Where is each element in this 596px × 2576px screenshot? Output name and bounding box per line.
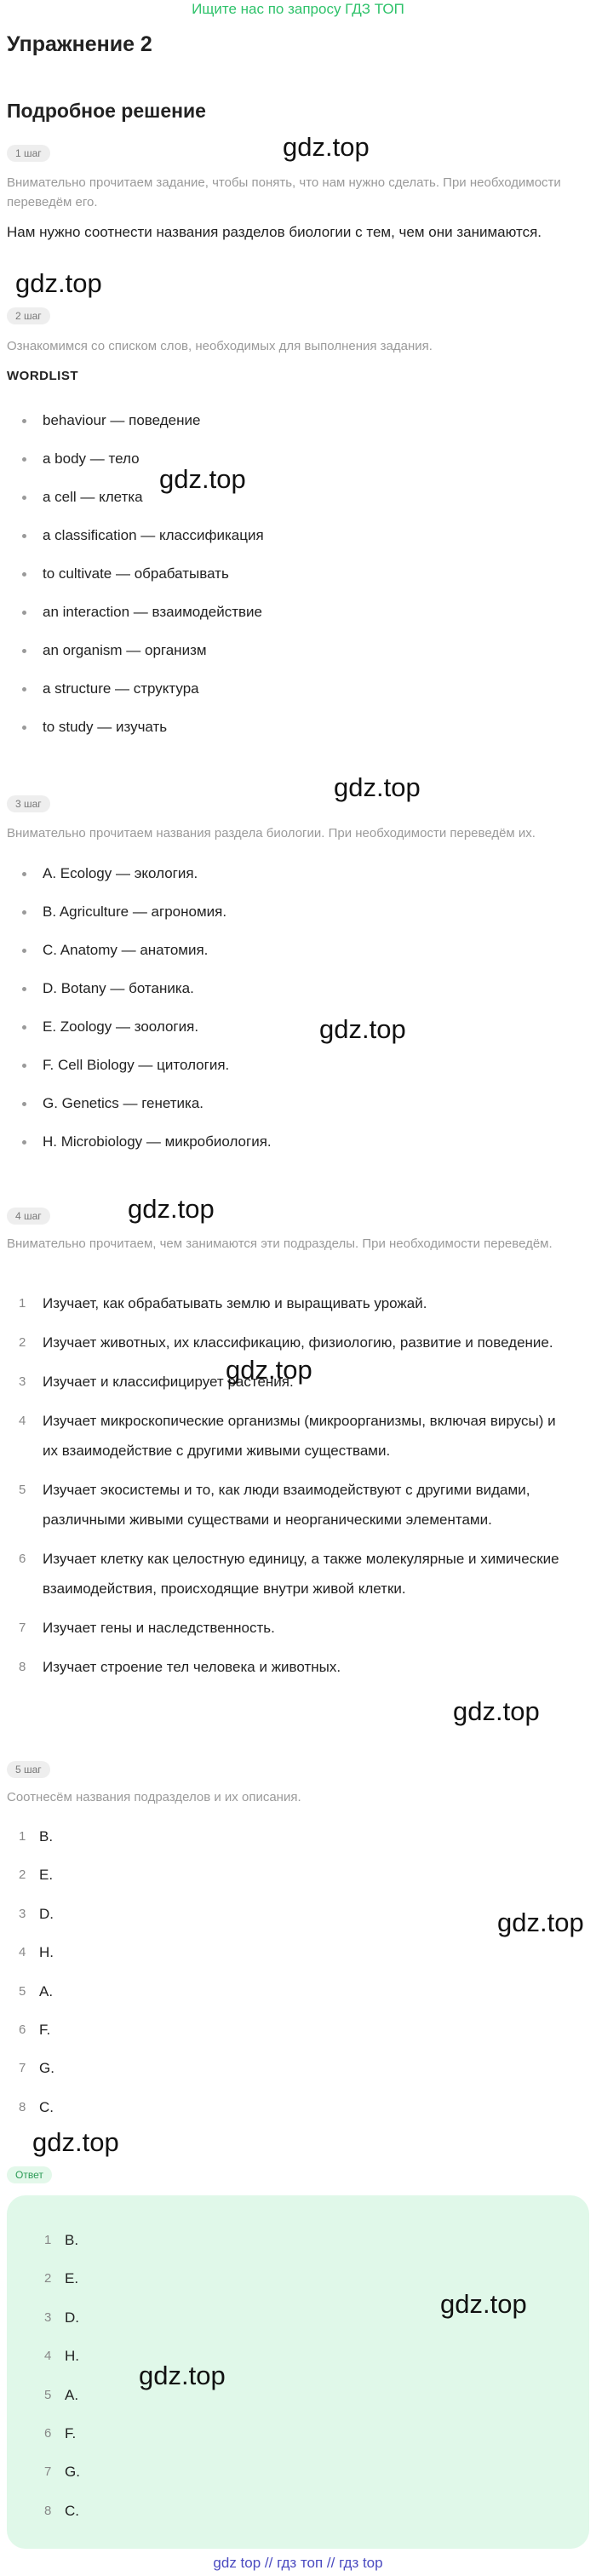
list-item-text: A. Ecology — экология. (43, 865, 198, 881)
list-item (7, 863, 552, 901)
list-item (7, 1475, 560, 1535)
step-badge: 5 шаг (7, 1761, 50, 1778)
bullet-icon (22, 611, 26, 615)
list-item-text: B. (65, 2232, 79, 2248)
item-number: 6 (19, 1552, 26, 1566)
answer-box (7, 2195, 589, 2549)
watermark: gdz.top (128, 1194, 215, 1224)
item-number: 5 (44, 2387, 52, 2402)
item-number: 7 (44, 2464, 52, 2480)
watermark: gdz.top (159, 464, 246, 494)
list-item-text: C. Anatomy — анатомия. (43, 942, 209, 958)
watermark: gdz.top (139, 2361, 226, 2390)
list-item (32, 2229, 80, 2268)
item-number: 1 (19, 1296, 26, 1311)
bullet-icon (22, 687, 26, 691)
list-item-text: Изучает клетку как целостную единицу, а также молекулярные и химические взаимодействия, происходящие внутри живой клетки. (43, 1551, 559, 1597)
list-item (7, 1131, 552, 1169)
list-item-text: behaviour — поведение (43, 412, 201, 428)
list-item-text: an interaction — взаимодействие (43, 604, 263, 620)
bullet-icon (22, 949, 26, 953)
item-number: 4 (44, 2349, 52, 2364)
list-item-text: C. (65, 2502, 79, 2519)
list-item (7, 601, 552, 640)
list-item (7, 1826, 54, 1864)
list-item-text: F. (39, 2021, 51, 2038)
item-number: 2 (19, 1335, 26, 1350)
item-number: 4 (19, 1945, 26, 1960)
item-number: 3 (19, 1906, 26, 1921)
list-item-text: an organism — организм (43, 642, 207, 658)
list-item-text: G. Genetics — генетика. (43, 1095, 204, 1111)
list-item-text: H. (39, 1944, 54, 1961)
bullet-icon (22, 726, 26, 730)
list-item-text: Изучает экосистемы и то, как люди взаимодействуют с другими видами, различными живыми существами и неорганическими элементами. (43, 1482, 530, 1528)
bullet-icon (22, 419, 26, 423)
list-item (7, 2057, 54, 2096)
list-item-text: F. (65, 2424, 77, 2441)
list-item-text: D. (39, 1905, 54, 1922)
list-item-text: G. (65, 2464, 80, 2481)
item-number: 1 (44, 2233, 52, 2247)
step-badge: 2 шаг (7, 307, 50, 324)
matching-list (7, 1826, 54, 2135)
list-item-text: B. (39, 1828, 54, 1845)
item-number: 2 (44, 2271, 52, 2286)
list-item-text: A. (39, 1982, 54, 1999)
step-note: Внимательно прочитаем названия раздела биологии. При необходимости переведём их. (7, 826, 536, 840)
list-item (7, 1981, 54, 2019)
bullet-icon (22, 649, 26, 653)
list-item (7, 448, 552, 486)
list-item (7, 1864, 54, 1902)
list-item-text: A. (65, 2386, 79, 2403)
watermark: gdz.top (15, 268, 102, 298)
bullet-icon (22, 1064, 26, 1068)
item-number: 8 (19, 1660, 26, 1674)
item-number: 8 (19, 2099, 26, 2114)
list-item-text: D. (65, 2309, 79, 2326)
list-item-text: H. Microbiology — микробиология. (43, 1133, 272, 1150)
list-item-text: Изучает строение тел человека и животных. (43, 1659, 341, 1675)
step-text: Нам нужно соотнести названия разделов биологии с тем, чем они занимаются. (7, 224, 542, 240)
bullet-icon (22, 572, 26, 577)
bullet-icon (22, 1025, 26, 1030)
list-item-text: E. (39, 1867, 54, 1884)
bullet-icon (22, 496, 26, 500)
list-item (7, 410, 552, 448)
item-number: 3 (44, 2309, 52, 2325)
list-item (7, 563, 552, 601)
watermark: gdz.top (334, 772, 421, 802)
list-item (7, 1613, 560, 1643)
list-item (7, 1544, 560, 1604)
step-badge: 1 шаг (7, 145, 50, 162)
list-item-text: C. (39, 2098, 54, 2115)
item-number: 3 (19, 1374, 26, 1389)
step-note: Соотнесём названия подразделов и их описания. (7, 1790, 301, 1804)
bullet-icon (22, 1102, 26, 1106)
item-number: 5 (19, 1483, 26, 1497)
list-item (32, 2307, 80, 2345)
step-badge: 3 шаг (7, 795, 50, 812)
step-note: Ознакомимся со списком слов, необходимых для выполнения задания. (7, 339, 433, 353)
list-item (7, 1288, 560, 1318)
item-number: 6 (44, 2425, 52, 2441)
list-item (7, 2019, 54, 2057)
search-banner[interactable]: Ищите нас по запросу ГДЗ ТОП (192, 1, 404, 17)
list-item-text: a body — тело (43, 450, 140, 467)
list-item (7, 486, 552, 525)
item-number: 5 (19, 1983, 26, 1999)
item-number: 8 (44, 2503, 52, 2518)
list-item-text: to cultivate — обрабатывать (43, 565, 229, 582)
list-item (7, 1652, 560, 1682)
footer-links[interactable]: gdz top // гдз топ // гдз top (213, 2555, 383, 2571)
list-item (32, 2268, 80, 2306)
list-item-text: Изучает гены и наследственность. (43, 1620, 275, 1636)
list-item (32, 2500, 80, 2539)
item-number: 7 (19, 1621, 26, 1635)
list-item (7, 1016, 552, 1054)
list-item (7, 1903, 54, 1942)
list-item (7, 1054, 552, 1093)
list-item-text: to study — изучать (43, 719, 168, 735)
watermark: gdz.top (497, 1908, 584, 1937)
item-number: 1 (19, 1829, 26, 1844)
watermark: gdz.top (440, 2289, 527, 2319)
list-item-text: a cell — клетка (43, 489, 143, 505)
list-item (7, 1093, 552, 1131)
list-item-text: H. (65, 2348, 79, 2365)
list-item (7, 525, 552, 563)
list-item (7, 939, 552, 978)
item-number: 2 (19, 1867, 26, 1883)
watermark: gdz.top (453, 1696, 540, 1726)
item-number: 6 (19, 2022, 26, 2037)
list-item (32, 2423, 80, 2461)
answer-list (32, 2229, 80, 2539)
list-item-text: G. (39, 2060, 54, 2077)
list-item-text: B. Agriculture — агрономия. (43, 904, 227, 920)
bullet-icon (22, 1140, 26, 1145)
list-item (7, 640, 552, 678)
watermark: gdz.top (226, 1355, 312, 1385)
list-item-text: Изучает микроскопические организмы (микроорганизмы, включая вирусы) и их взаимодействие с другими живыми существами. (43, 1413, 556, 1459)
list-item (7, 1942, 54, 1980)
branch-list (7, 863, 552, 1169)
item-number: 4 (19, 1414, 26, 1428)
list-item-text: D. Botany — ботаника. (43, 980, 194, 996)
watermark: gdz.top (319, 1014, 406, 1044)
list-item-text: F. Cell Biology — цитология. (43, 1057, 230, 1073)
bullet-icon (22, 457, 26, 462)
page-title: Упражнение 2 (7, 32, 152, 56)
list-item (7, 678, 552, 716)
list-item-text: a classification — классификация (43, 527, 264, 543)
watermark: gdz.top (32, 2127, 119, 2157)
list-item (7, 978, 552, 1016)
bullet-icon (22, 872, 26, 876)
list-item (7, 1406, 560, 1466)
step-note: Внимательно прочитаем задание, чтобы понять, что нам нужно сделать. При необходимости переведём его. (7, 175, 561, 209)
list-item (32, 2384, 80, 2423)
item-number: 7 (19, 2061, 26, 2076)
step-badge: 4 шаг (7, 1208, 50, 1225)
list-item-text: E. (65, 2270, 79, 2287)
list-item-text: E. Zoology — зоология. (43, 1018, 199, 1035)
wordlist (7, 410, 552, 754)
step-note: Внимательно прочитаем, чем занимаются эти подразделы. При необходимости переведём. (7, 1236, 553, 1251)
list-item (32, 2345, 80, 2384)
watermark: gdz.top (283, 132, 370, 162)
bullet-icon (22, 987, 26, 991)
list-item-text: Изучает животных, их классификацию, физиологию, развитие и поведение. (43, 1334, 553, 1351)
list-item (32, 2461, 80, 2499)
list-item-text: Изучает, как обрабатывать землю и выращивать урожай. (43, 1295, 427, 1311)
list-item (7, 716, 552, 754)
list-item-text: Изучает и классифицирует растения. (43, 1374, 294, 1390)
list-item (7, 901, 552, 939)
bullet-icon (22, 534, 26, 538)
wordlist-heading: WORDLIST (7, 369, 78, 383)
bullet-icon (22, 910, 26, 915)
section-title: Подробное решение (7, 100, 206, 122)
list-item (7, 1328, 560, 1357)
answer-badge: Ответ (7, 2166, 52, 2183)
list-item-text: a structure — структура (43, 680, 199, 697)
description-list (7, 1288, 560, 1682)
